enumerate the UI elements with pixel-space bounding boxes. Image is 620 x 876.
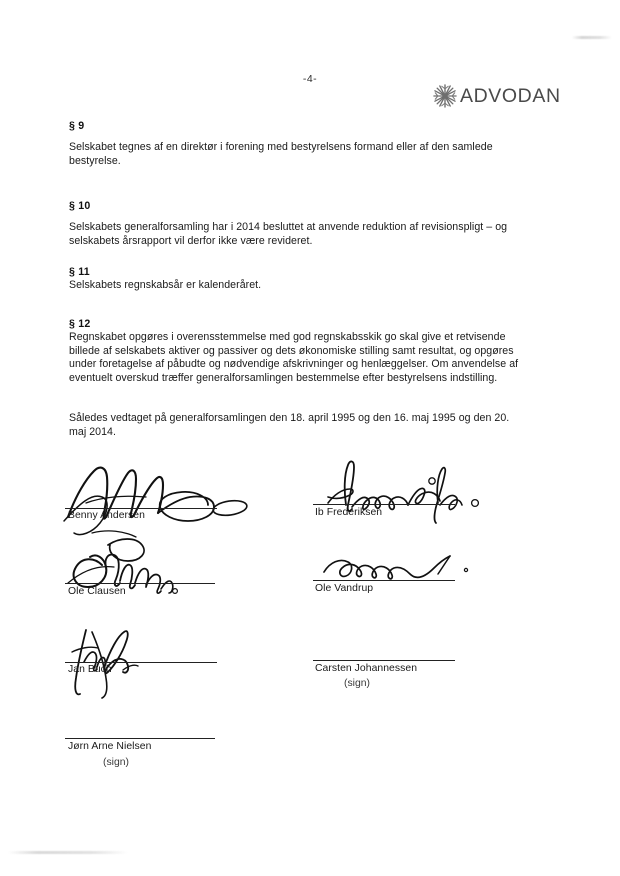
signature-line [65, 738, 215, 739]
advodan-wordmark: ADVODAN [460, 85, 561, 108]
handwritten-signature-jan-buch [66, 620, 186, 700]
adoption-text: Således vedtaget på generalforsamlingen den 18. april 1995 og den 16. maj 1995 og den 20. maj 2014. [69, 412, 510, 438]
handwritten-signature-benny-andersen [62, 455, 262, 540]
section-9-body: Selskabet tegnes af en direktør i forening med bestyrelsens formand eller af den samlede bestyrelse. [69, 141, 493, 167]
signature-line [313, 580, 455, 581]
section-10-heading: § 10 [69, 200, 91, 212]
signer-name: Jan Buch [68, 664, 112, 675]
signature-line [313, 660, 455, 661]
signer-name: Benny Andersen [68, 510, 145, 521]
signer-name: Ib Frederiksen [315, 507, 383, 518]
section-12-heading: § 12 [69, 318, 91, 330]
signature-line [313, 504, 455, 505]
section-10-body: Selskabets generalforsamling har i 2014 besluttet at anvende reduktion af revisionspligt – og selskabets årsrapport vil derfor ikke være revideret. [69, 221, 508, 247]
section-11-body: Selskabets regnskabsår er kalenderåret. [69, 279, 262, 291]
sign-annotation: (sign) [344, 678, 370, 689]
signature-line [65, 508, 217, 509]
signer-name: Carsten Johannessen [315, 663, 418, 674]
signature-line [65, 662, 217, 663]
page-number: -4- [302, 73, 318, 85]
signer-name: Jørn Arne Nielsen [68, 741, 152, 752]
section-12-body: Regnskabet opgøres i overensstemmelse med god regnskabsskik go skal give et retvisende billede af selskabets aktiver og passiver og dets økonomiske stilling samt resultat, og opgøres under foretagelse af påbudte og nødvendige afskrivninger og henlæggelser. Om anvendelse af eventuelt overskud træffer generalforsamlingen bestemmelse efter bestyrelsens indstilling. [69, 331, 519, 384]
section-9-heading: § 9 [69, 120, 85, 132]
section-11-heading: § 11 [69, 266, 90, 278]
signer-name: Ole Clausen [68, 586, 126, 597]
signature-line [65, 583, 215, 584]
signer-name: Ole Vandrup [315, 583, 374, 594]
sign-annotation: (sign) [103, 757, 129, 768]
